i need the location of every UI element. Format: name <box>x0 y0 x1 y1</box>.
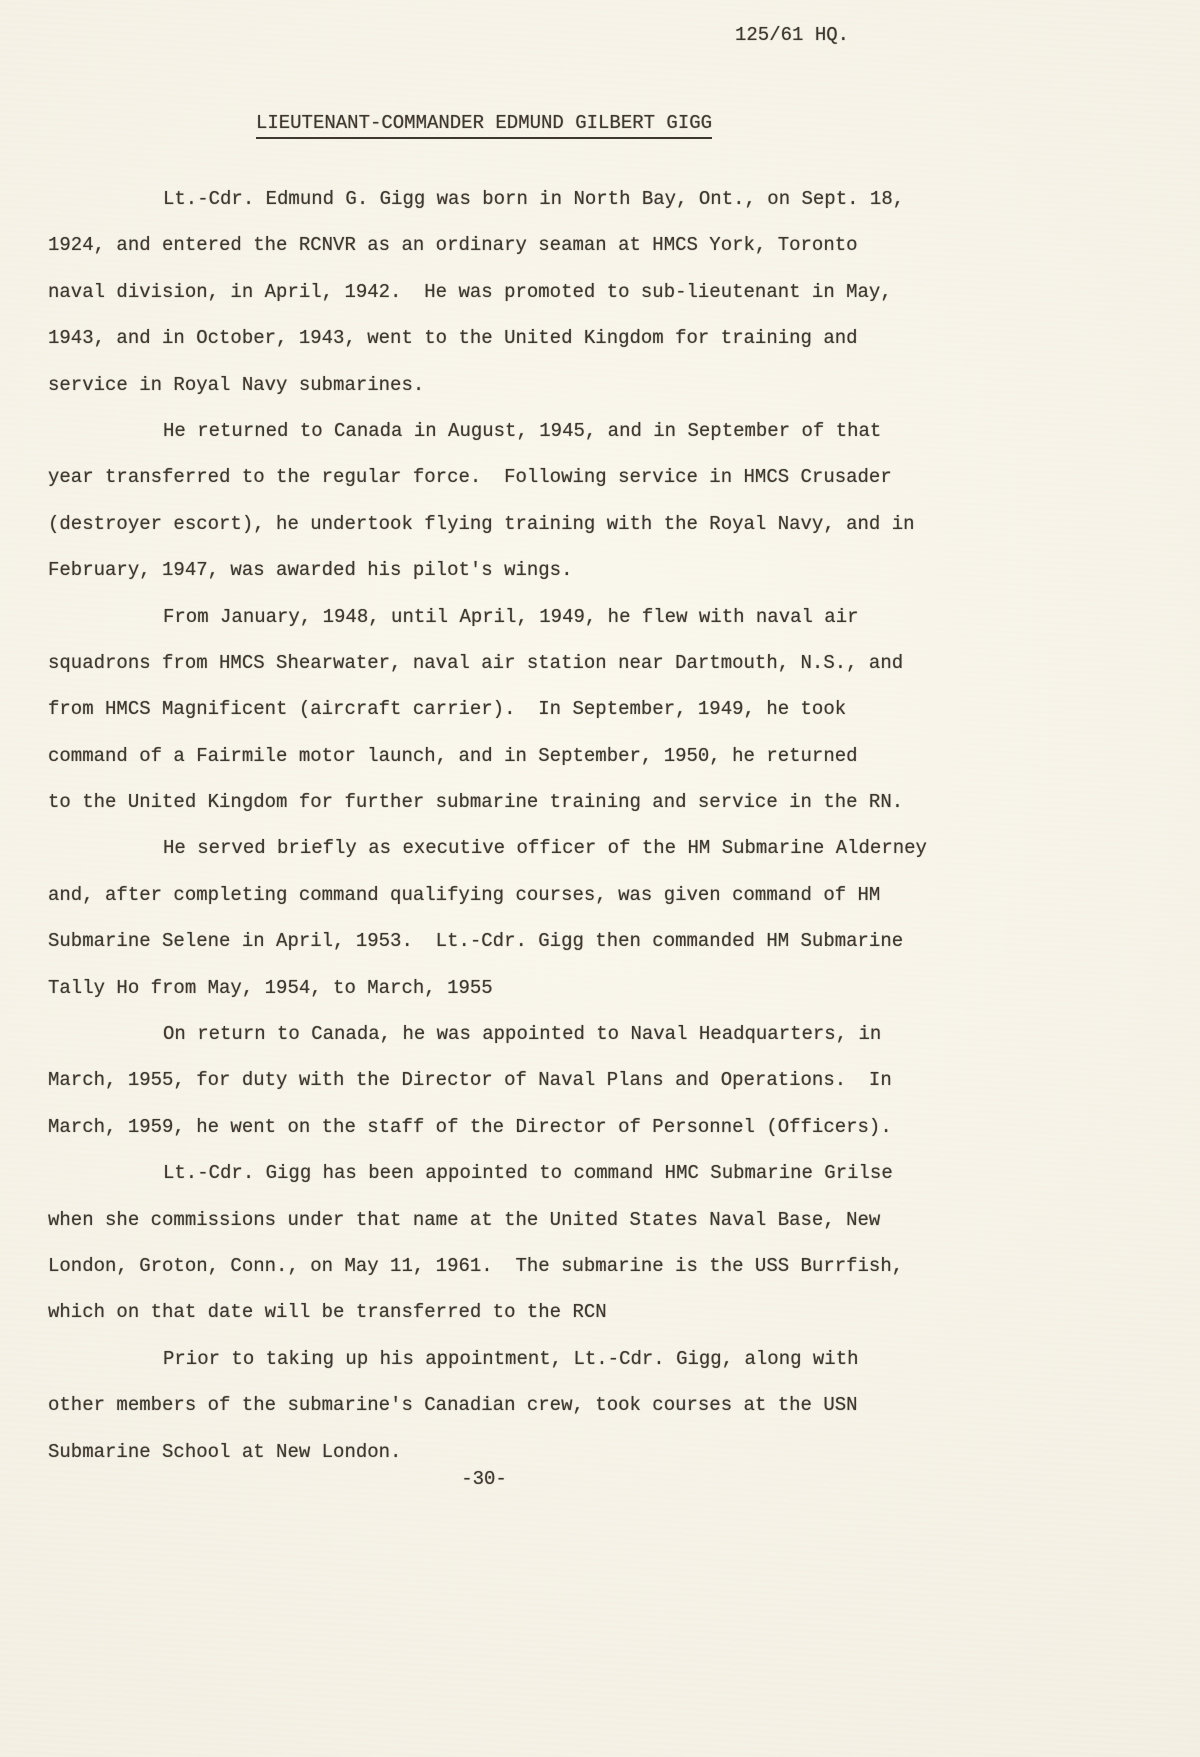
page-title: LIEUTENANT-COMMANDER EDMUND GILBERT GIGG <box>256 112 712 139</box>
text-line: Lt.-Cdr. Gigg has been appointed to command HMC Submarine Grilse <box>163 1162 893 1185</box>
text-line: to the United Kingdom for further submarine training and service in the RN. <box>48 791 904 814</box>
text-line: from HMCS Magnificent (aircraft carrier). In September, 1949, he took <box>48 698 847 721</box>
text-line: which on that date will be transferred to the RCN <box>48 1301 607 1324</box>
text-line: year transferred to the regular force. Following service in HMCS Crusader <box>48 466 892 489</box>
text-line: March, 1959, he went on the staff of the Director of Personnel (Officers). <box>48 1115 892 1138</box>
text-line: March, 1955, for duty with the Director of Naval Plans and Operations. In <box>48 1069 892 1092</box>
text-line: He served briefly as executive officer of the HM Submarine Alderney <box>163 837 927 860</box>
text-line: Lt.-Cdr. Edmund G. Gigg was born in North Bay, Ont., on Sept. 18, <box>163 188 905 210</box>
text-line: when she commissions under that name at the United States Naval Base, New <box>48 1208 881 1231</box>
text-line: naval division, in April, 1942. He was promoted to sub-lieutenant in May, <box>48 280 892 303</box>
text-line: London, Groton, Conn., on May 11, 1961. The submarine is the USS Burrfish, <box>48 1254 904 1277</box>
end-mark: -30- <box>461 1468 507 1490</box>
title-row <box>48 112 920 139</box>
text-line: Prior to taking up his appointment, Lt.-Cdr. Gigg, along with <box>163 1347 859 1370</box>
text-line: 1924, and entered the RCNVR as an ordinary seaman at HMCS York, Toronto <box>48 234 858 257</box>
text-line: command of a Fairmile motor launch, and in September, 1950, he returned <box>48 744 858 767</box>
text-line: Submarine Selene in April, 1953. Lt.-Cdr. Gigg then commanded HM Submarine <box>48 930 904 953</box>
ref-number: 125/61 HQ. <box>735 24 850 46</box>
text-line: February, 1947, was awarded his pilot's wings. <box>48 559 573 582</box>
text-line: Tally Ho from May, 1954, to March, 1955 <box>48 976 493 999</box>
text-line: He returned to Canada in August, 1945, and in September of that <box>163 419 882 442</box>
text-line: From January, 1948, until April, 1949, he flew with naval air <box>163 605 859 628</box>
text-line: other members of the submarine's Canadian crew, took courses at the USN <box>48 1394 858 1417</box>
text-line: On return to Canada, he was appointed to Naval Headquarters, in <box>163 1023 882 1046</box>
text-line: and, after completing command qualifying courses, was given command of HM <box>48 883 881 906</box>
text-line: Submarine School at New London. <box>48 1440 402 1463</box>
document-body <box>48 176 1168 1475</box>
text-line: 1943, and in October, 1943, went to the United Kingdom for training and <box>48 327 858 350</box>
text-line: (destroyer escort), he undertook flying training with the Royal Navy, and in <box>48 512 915 535</box>
text-line: squadrons from HMCS Shearwater, naval air station near Dartmouth, N.S., and <box>48 651 904 674</box>
text-line: service in Royal Navy submarines. <box>48 373 425 396</box>
